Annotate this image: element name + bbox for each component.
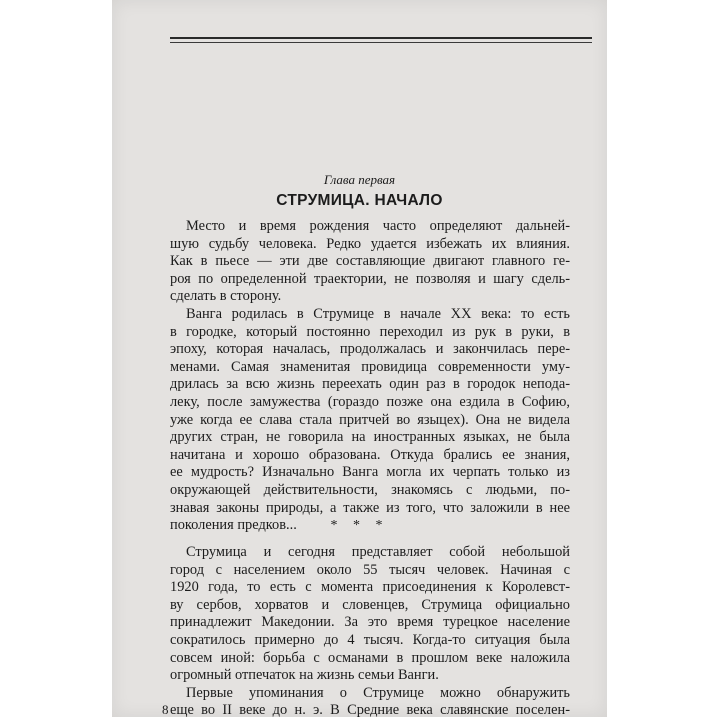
text-line: других стран, не говорила на иностранных языках, не была	[170, 429, 570, 446]
text-line: начитана и хорошо образована. Откуда брались ее знания,	[170, 446, 570, 463]
section-separator: * * *	[330, 518, 389, 533]
text-line: окружающей действительности, знакомясь с людьми, по-	[170, 481, 570, 498]
text-line: леку, после замужества (гораздо позже она ездила в Софию,	[170, 393, 570, 410]
text-line: в городке, который постоянно переходил из рук в руки, в	[170, 323, 570, 340]
text-line: эпоху, которая началась, продолжалась и закончилась пере-	[170, 341, 570, 358]
text-line: Как в пьесе — эти две составляющие двигают главного ге-	[170, 253, 570, 270]
section-1-text	[170, 218, 570, 535]
text-line: город с населением около 55 тысяч человек. Начиная с	[170, 561, 570, 578]
text-line: совсем иной: борьба с османами в прошлом веке наложила	[170, 649, 570, 666]
text-line: ее мудрость? Изначально Ванга могла их черпать только из	[170, 464, 570, 481]
text-line: Струмица и сегодня представляет собой небольшой	[186, 544, 570, 560]
text-line: Первые упоминания о Струмице можно обнаружить	[186, 684, 570, 701]
page-number: 8	[162, 702, 169, 717]
header-rule-thin	[170, 42, 592, 43]
text-line: сократилось примерно до 4 тысяч. Когда-то ситуация была	[170, 631, 570, 648]
text-line: Ванга родилась в Струмице в начале XX века: то есть	[186, 305, 570, 322]
text-line: роя по определенной траектории, не позволяя и шагу сдель-	[170, 270, 570, 287]
text-line: Место и время рождения часто определяют дальней-	[186, 218, 570, 234]
text-line: сделать в сторону.	[170, 288, 282, 305]
text-line: огромный отпечаток на жизнь семьи Ванги.	[170, 667, 439, 684]
text-line: менами. Самая знаменитая провидица современности уму-	[170, 358, 570, 375]
chapter-label: Глава первая	[323, 172, 396, 187]
text-line: поколения предков...	[170, 517, 297, 534]
text-line: принадлежит Македонии. За это время турецкое население	[170, 614, 570, 631]
header-rule-thick	[170, 37, 592, 39]
text-line: дрилась за всю жизнь переехать один раз в городок непода-	[170, 376, 570, 393]
text-line: ву сербов, хорватов и словенцев, Струмица официально	[170, 596, 570, 613]
chapter-title: СТРУМИЦА. НАЧАЛО	[276, 192, 443, 209]
book-page	[112, 0, 607, 717]
section-2-text	[170, 544, 570, 720]
text-line: шую судьбу человека. Редко удается избежать их влияния.	[170, 235, 570, 252]
text-line: уже когда ее слава стала притчей во языцех). Она не видела	[170, 411, 570, 428]
text-line: еще во II веке до н. э. В Средние века славянские поселен-	[170, 702, 570, 719]
text-line: знавая законы природы, а также из того, что заложили в нее	[170, 499, 570, 516]
text-line: 1920 года, то есть с момента присоединения к Королевст-	[170, 579, 570, 596]
